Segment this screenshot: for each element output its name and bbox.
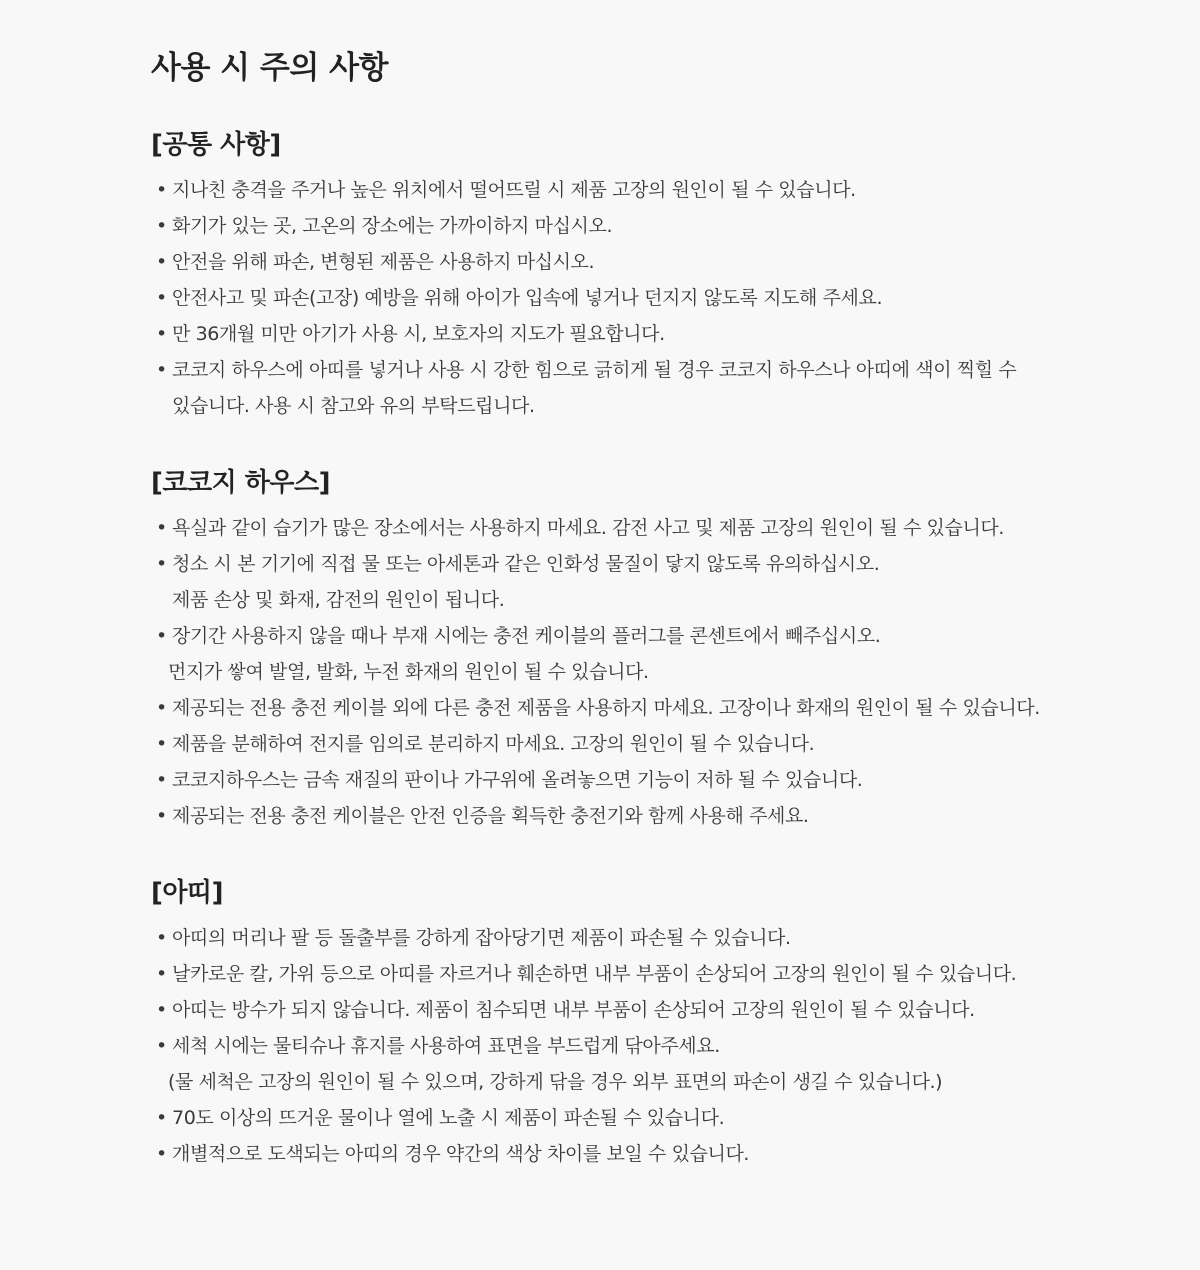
bullet-icon: • xyxy=(156,697,167,719)
caution-text: 날카로운 칼, 가위 등으로 아띠를 자르거나 훼손하면 내부 부품이 손상되어 고장의 원인이 될 수 있습니다. xyxy=(172,963,1017,985)
section-title: [공통 사항] xyxy=(151,130,281,160)
caution-item xyxy=(151,690,1200,726)
bullet-icon: • xyxy=(156,805,167,827)
caution-text: 코코지 하우스에 아띠를 넣거나 사용 시 강한 힘으로 긁히게 될 경우 코코지 하우스나 아띠에 색이 찍힐 수 xyxy=(172,359,1017,381)
caution-text: 만 36개월 미만 아기가 사용 시, 보호자의 지도가 필요합니다. xyxy=(172,323,665,345)
caution-text-continued: (물 세척은 고장의 원인이 될 수 있으며, 강하게 닦을 경우 외부 표면의 파손이 생길 수 있습니다.) xyxy=(168,1071,943,1093)
bullet-icon: • xyxy=(156,323,167,345)
caution-item xyxy=(151,172,1200,208)
caution-item xyxy=(151,208,1200,244)
page-title: 사용 시 주의 사항 xyxy=(151,50,388,86)
caution-item xyxy=(151,798,1200,834)
caution-item xyxy=(151,920,1200,956)
caution-text: 욕실과 같이 습기가 많은 장소에서는 사용하지 마세요. 감전 사고 및 제품 고장의 원인이 될 수 있습니다. xyxy=(172,517,1004,539)
caution-item xyxy=(151,1136,1200,1172)
caution-text: 안전사고 및 파손(고장) 예방을 위해 아이가 입속에 넣거나 던지지 않도록 지도해 주세요. xyxy=(172,287,883,309)
sections-container xyxy=(151,126,1200,1172)
caution-text: 제공되는 전용 충전 케이블 외에 다른 충전 제품을 사용하지 마세요. 고장이나 화재의 원인이 될 수 있습니다. xyxy=(172,697,1040,719)
caution-text: 아띠의 머리나 팔 등 돌출부를 강하게 잡아당기면 제품이 파손될 수 있습니다. xyxy=(172,927,791,949)
caution-text: 제공되는 전용 충전 케이블은 안전 인증을 획득한 충전기와 함께 사용해 주세요. xyxy=(172,805,809,827)
bullet-icon: • xyxy=(156,769,167,791)
caution-list xyxy=(151,510,1200,834)
caution-text-continued: 있습니다. 사용 시 참고와 유의 부탁드립니다. xyxy=(172,395,535,417)
caution-item xyxy=(151,546,1200,618)
bullet-icon: • xyxy=(156,553,167,575)
caution-text: 청소 시 본 기기에 직접 물 또는 아세톤과 같은 인화성 물질이 닿지 않도록 유의하십시오. xyxy=(172,553,880,575)
caution-text: 안전을 위해 파손, 변형된 제품은 사용하지 마십시오. xyxy=(172,251,595,273)
caution-text: 아띠는 방수가 되지 않습니다. 제품이 침수되면 내부 부품이 손상되어 고장의 원인이 될 수 있습니다. xyxy=(172,999,975,1021)
bullet-icon: • xyxy=(156,179,167,201)
caution-text: 코코지하우스는 금속 재질의 판이나 가구위에 올려놓으면 기능이 저하 될 수 있습니다. xyxy=(172,769,863,791)
caution-text: 70도 이상의 뜨거운 물이나 열에 노출 시 제품이 파손될 수 있습니다. xyxy=(172,1107,725,1129)
bullet-icon: • xyxy=(156,1035,167,1057)
caution-item xyxy=(151,618,1200,690)
bullet-icon: • xyxy=(156,927,167,949)
caution-text: 지나친 충격을 주거나 높은 위치에서 떨어뜨릴 시 제품 고장의 원인이 될 수 있습니다. xyxy=(172,179,856,201)
caution-item xyxy=(151,244,1200,280)
bullet-icon: • xyxy=(156,359,167,381)
caution-item xyxy=(151,510,1200,546)
section-1 xyxy=(151,126,1200,424)
bullet-icon: • xyxy=(156,287,167,309)
caution-text: 화기가 있는 곳, 고온의 장소에는 가까이하지 마십시오. xyxy=(172,215,613,237)
caution-item xyxy=(151,352,1200,424)
section-3 xyxy=(151,874,1200,1172)
caution-item xyxy=(151,280,1200,316)
bullet-icon: • xyxy=(156,625,167,647)
bullet-icon: • xyxy=(156,1107,167,1129)
caution-list xyxy=(151,920,1200,1172)
caution-item xyxy=(151,316,1200,352)
caution-text: 제품을 분해하여 전지를 임의로 분리하지 마세요. 고장의 원인이 될 수 있습니다. xyxy=(172,733,815,755)
caution-text-continued: 먼지가 쌓여 발열, 발화, 누전 화재의 원인이 될 수 있습니다. xyxy=(168,661,649,683)
bullet-icon: • xyxy=(156,1143,167,1165)
caution-item xyxy=(151,956,1200,992)
caution-text: 세척 시에는 물티슈나 휴지를 사용하여 표면을 부드럽게 닦아주세요. xyxy=(172,1035,720,1057)
bullet-icon: • xyxy=(156,999,167,1021)
bullet-icon: • xyxy=(156,733,167,755)
caution-list xyxy=(151,172,1200,424)
section-title: [코코지 하우스] xyxy=(151,468,331,498)
bullet-icon: • xyxy=(156,215,167,237)
section-2 xyxy=(151,464,1200,834)
caution-text: 개별적으로 도색되는 아띠의 경우 약간의 색상 차이를 보일 수 있습니다. xyxy=(172,1143,750,1165)
caution-item xyxy=(151,1100,1200,1136)
section-title: [아띠] xyxy=(151,878,223,908)
bullet-icon: • xyxy=(156,517,167,539)
caution-item xyxy=(151,762,1200,798)
caution-text: 장기간 사용하지 않을 때나 부재 시에는 충전 케이블의 플러그를 콘센트에서 빼주십시오. xyxy=(172,625,881,647)
bullet-icon: • xyxy=(156,251,167,273)
caution-text-continued: 제품 손상 및 화재, 감전의 원인이 됩니다. xyxy=(172,589,505,611)
caution-item xyxy=(151,726,1200,762)
caution-item xyxy=(151,1028,1200,1100)
caution-item xyxy=(151,992,1200,1028)
bullet-icon: • xyxy=(156,963,167,985)
